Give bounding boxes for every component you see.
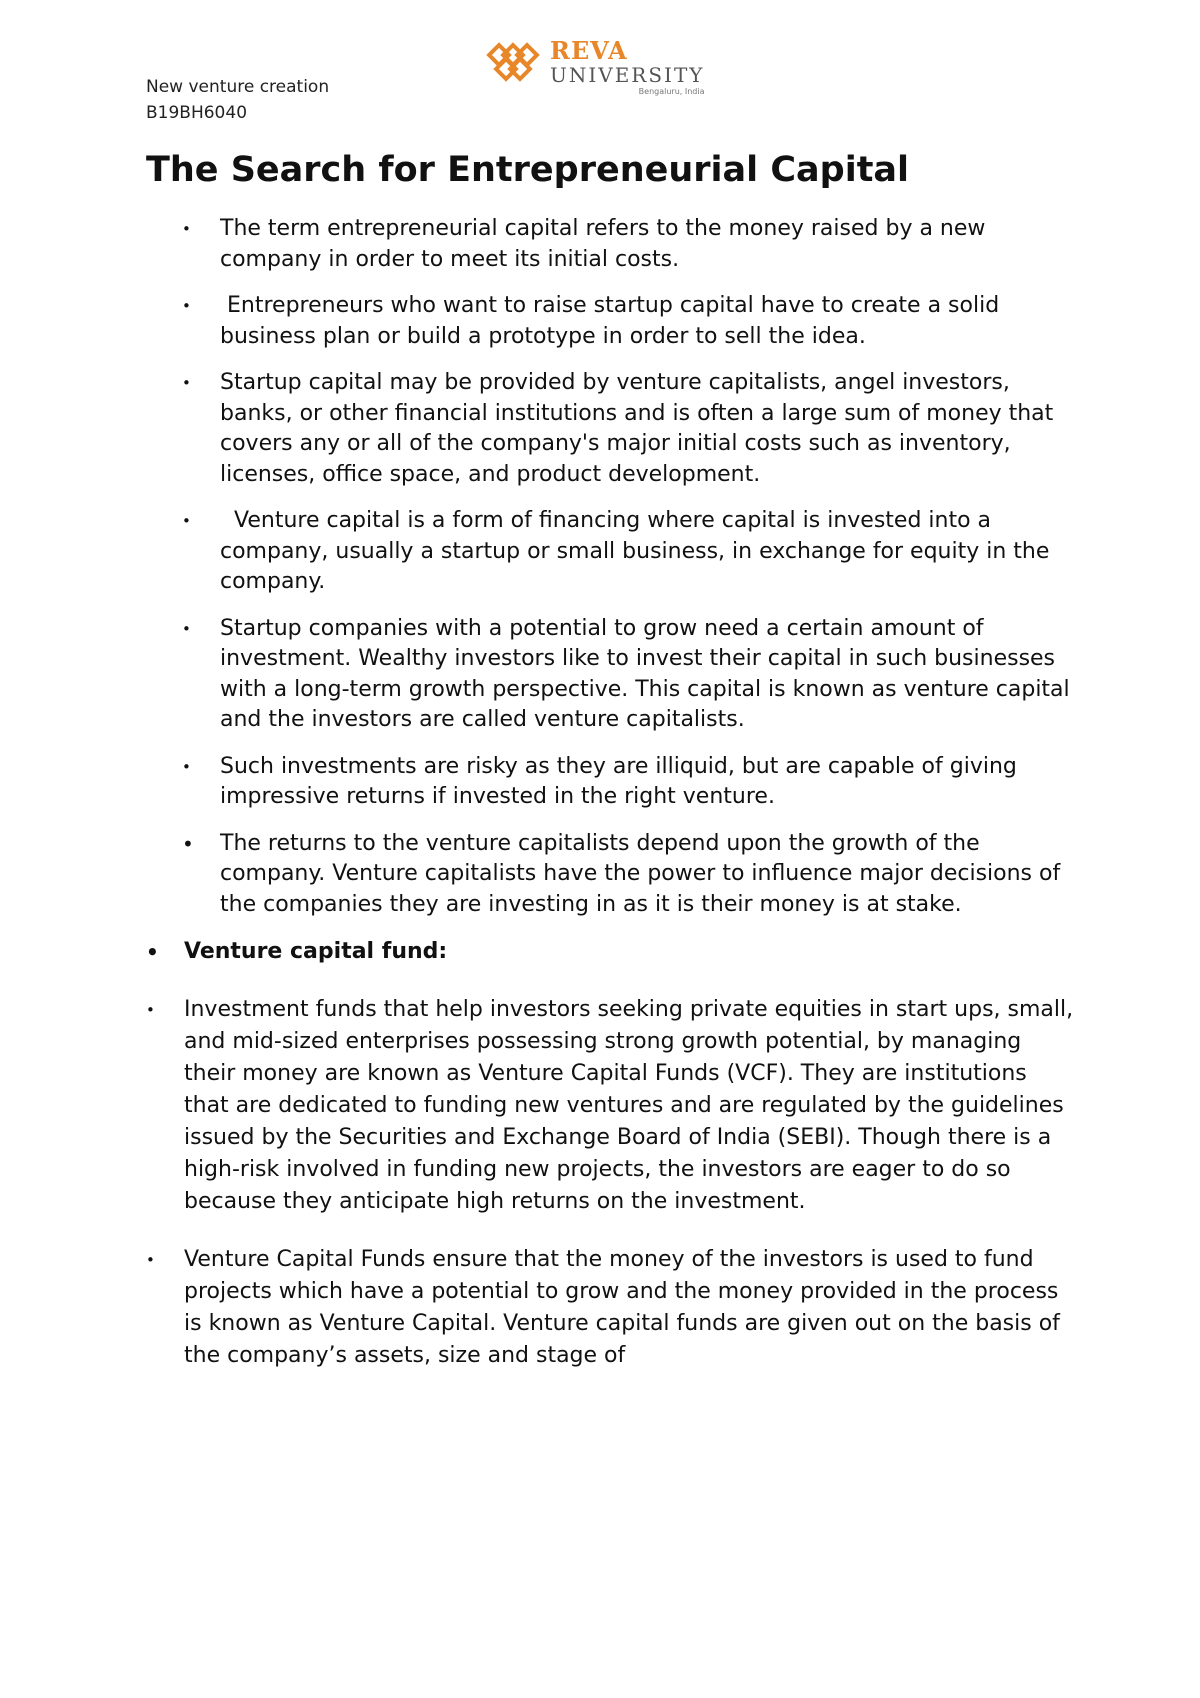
document-body (146, 214, 1076, 1398)
list-item (146, 994, 1076, 1218)
list-item-text: Startup companies with a potential to grow need a certain amount of investment. Wealthy investors like to invest their capital in such businesses with a long-term growth perspective. This capital is known as venture capital and the investors are called venture capitalists. (220, 615, 1077, 732)
header-course-info (146, 74, 329, 126)
bullet-icon: • (182, 220, 191, 238)
list-item (146, 214, 1076, 275)
list-item-text: Entrepreneurs who want to raise startup capital have to create a solid business plan or build a prototype in order to sell the idea. (220, 293, 1007, 349)
bullet-icon: • (182, 297, 191, 315)
list-item-text: Startup capital may be provided by venture capitalists, angel investors, banks, or other financial institutions and is often a large sum of money that covers any or all of the company's major initial costs such as inventory, licenses, office space, and product development. (220, 370, 1061, 487)
list-item (146, 1244, 1076, 1372)
sub-bullet-list (146, 214, 1076, 920)
bullet-icon: • (182, 512, 191, 530)
list-item (146, 291, 1076, 352)
bullet-icon: • (182, 757, 191, 776)
list-item (146, 614, 1076, 736)
paragraph-text: Venture Capital Funds ensure that the money of the investors is used to fund projects which have a potential to grow and the money provided in the process is known as Venture Capital. Venture capital funds are given out on the basis of the company’s assets, size and stage of (184, 1247, 1060, 1368)
knot-emblem-icon (484, 42, 542, 86)
section-heading (146, 936, 1076, 968)
bullet-icon: • (182, 831, 194, 856)
list-item-text: Such investments are risky as they are illiquid, but are capable of giving impressive returns if invested in the right venture. (220, 753, 1024, 809)
list-item (146, 368, 1076, 490)
section-heading-text: Venture capital fund: (184, 939, 448, 964)
list-item-text: The returns to the venture capitalists depend upon the growth of the company. Venture capitalists have the power to influence major decisions of the companies they are investing in as it is their money is at stake. (220, 830, 1068, 917)
logo-wordmark (550, 38, 705, 96)
list-item-text: The term entrepreneurial capital refers to the money raised by a new company in order to meet its initial costs. (220, 216, 993, 272)
logo-name-top: REVA (550, 36, 628, 65)
list-item (146, 829, 1076, 921)
bullet-icon: • (182, 374, 191, 392)
bullet-icon: • (146, 940, 159, 964)
bullet-icon: • (146, 1251, 155, 1269)
list-item (146, 752, 1076, 813)
paragraph-text: Investment funds that help investors seeking private equities in start ups, small, and mid-sized enterprises possessing strong growth potential, by managing their money are known as Venture Capital Funds (VCF). They are institutions that are dedicated to funding new ventures and are regulated by the guidelines issued by the Securities and Exchange Board of India (SEBI). Though there is a high-risk involved in funding new projects, the investors are eager to do so because they anticipate high returns on the investment. (184, 997, 1074, 1214)
university-logo (484, 38, 724, 102)
bullet-icon: • (146, 1001, 155, 1019)
main-bullet-list (146, 936, 1076, 1372)
list-item-text: Venture capital is a form of financing where capital is invested into a company, usually a startup or small business, in exchange for equity in the company. (220, 508, 1057, 594)
course-name: New venture creation (146, 77, 330, 97)
bullet-icon: • (182, 619, 191, 638)
course-code: B19BH6040 (146, 103, 248, 123)
list-item (146, 506, 1076, 598)
page-title: The Search for Entrepreneurial Capital (146, 150, 910, 190)
logo-name-bottom: UNIVERSITY (550, 63, 705, 87)
logo-location: Bengaluru, India (638, 87, 705, 96)
